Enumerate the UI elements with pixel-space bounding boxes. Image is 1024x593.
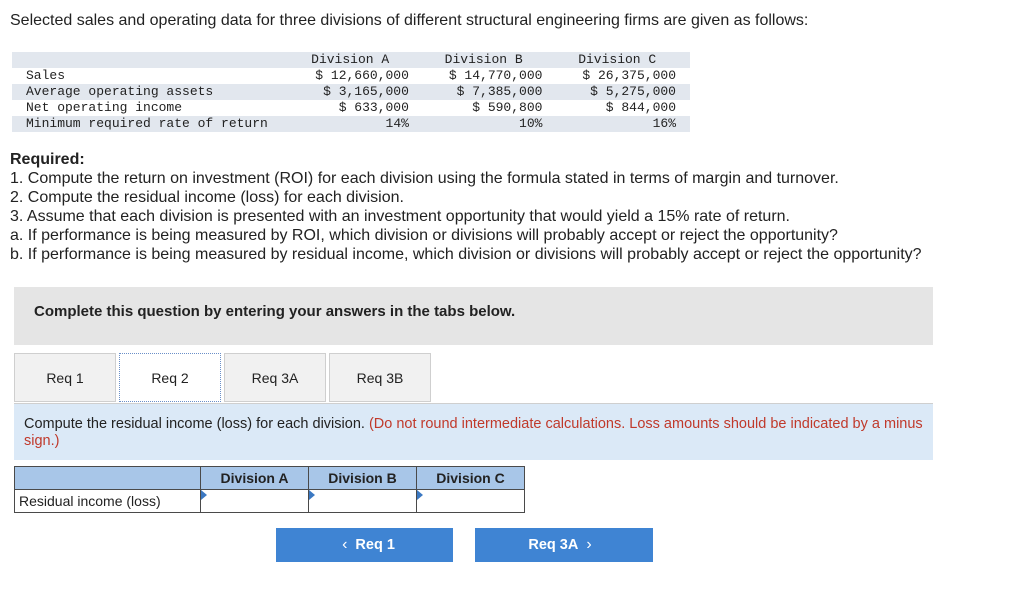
cell-value: $ 12,660,000 <box>289 68 423 84</box>
sales-data-table <box>12 52 690 132</box>
table-row <box>12 100 690 116</box>
division-c-input[interactable] <box>417 490 524 512</box>
next-label: Req 3A <box>528 537 579 553</box>
prev-label: Req 1 <box>355 537 395 553</box>
tab-req-2[interactable]: Req 2 <box>119 353 221 402</box>
required-item: b. If performance is being measured by residual income, which division or divisions will probably accept or reject the opportunity? <box>10 246 922 263</box>
cell-value: $ 633,000 <box>289 100 423 116</box>
cell-value: $ 14,770,000 <box>423 68 557 84</box>
table-row <box>12 68 690 84</box>
instruction-note: (Do not round intermediate calculations. Loss amounts should be indicated by a minus sign.) <box>24 416 923 449</box>
required-item: 1. Compute the return on investment (ROI) for each division using the formula stated in terms of margin and turnover. <box>10 170 839 187</box>
cell-value: $ 590,800 <box>423 100 557 116</box>
cell-value: 16% <box>556 116 690 132</box>
row-label: Average operating assets <box>12 84 289 100</box>
column-header: Division A <box>201 467 309 490</box>
row-label: Residual income (loss) <box>15 490 201 513</box>
division-a-input[interactable] <box>201 490 308 512</box>
table-row <box>12 84 690 100</box>
prev-req-button[interactable] <box>276 528 453 562</box>
intro-text: Selected sales and operating data for three divisions of different structural engineering firms are given as follows: <box>10 12 809 29</box>
tab-bar <box>14 353 434 404</box>
required-section <box>10 150 922 264</box>
instruction-main: Compute the residual income (loss) for each division. <box>24 416 365 432</box>
required-item: a. If performance is being measured by ROI, which division or divisions will probably accept or reject the opportunity? <box>10 227 838 244</box>
chevron-left-icon: ‹ <box>342 536 348 553</box>
table-header-row <box>12 52 690 68</box>
cell-value: $ 844,000 <box>556 100 690 116</box>
chevron-right-icon: › <box>586 536 592 553</box>
table-row <box>12 116 690 132</box>
row-label: Net operating income <box>12 100 289 116</box>
column-header: Division B <box>423 52 557 68</box>
column-header: Division C <box>417 467 525 490</box>
cell-value: 10% <box>423 116 557 132</box>
panel-text: Complete this question by entering your answers in the tabs below. <box>34 303 516 320</box>
cell-value: 14% <box>289 116 423 132</box>
answer-header-row <box>15 467 525 490</box>
division-b-input[interactable] <box>309 490 416 512</box>
question-instruction <box>14 404 933 460</box>
cell-value: $ 5,275,000 <box>556 84 690 100</box>
answer-row <box>15 490 525 513</box>
cell-value: $ 7,385,000 <box>423 84 557 100</box>
column-header: Division A <box>289 52 423 68</box>
answer-table <box>14 466 525 513</box>
required-item: 2. Compute the residual income (loss) for each division. <box>10 189 404 206</box>
cell-value: $ 3,165,000 <box>289 84 423 100</box>
row-label: Minimum required rate of return <box>12 116 289 132</box>
tab-req-3a[interactable]: Req 3A <box>224 353 326 402</box>
next-req-button[interactable] <box>475 528 653 562</box>
tab-req-3b[interactable]: Req 3B <box>329 353 431 402</box>
column-header: Division B <box>309 467 417 490</box>
required-item: 3. Assume that each division is presented with an investment opportunity that would yield a 15% rate of return. <box>10 208 790 225</box>
instructions-panel <box>14 287 933 345</box>
required-title: Required: <box>10 151 85 168</box>
cell-value: $ 26,375,000 <box>556 68 690 84</box>
tab-req-1[interactable]: Req 1 <box>14 353 116 402</box>
row-label: Sales <box>12 68 289 84</box>
column-header: Division C <box>556 52 690 68</box>
